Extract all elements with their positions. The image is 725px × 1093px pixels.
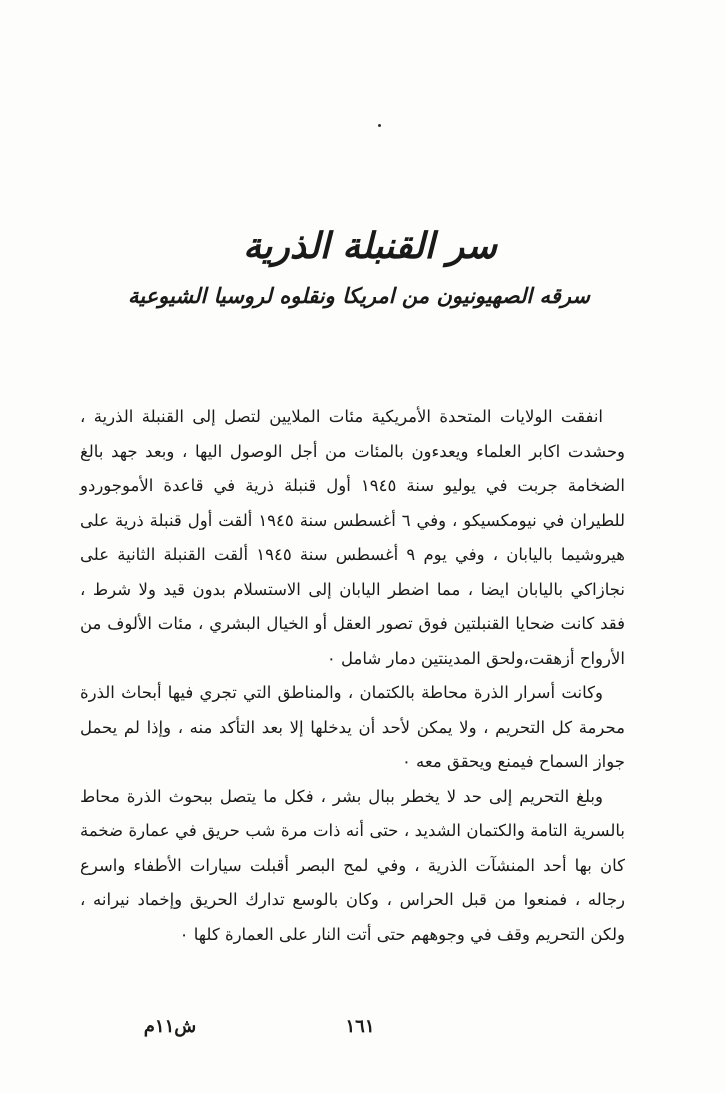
chapter-subtitle: سرقه الصهيونيون من امريكا ونقلوه لروسيا الشيوعية (128, 283, 590, 308)
page-number: ١٦١ (345, 1016, 375, 1037)
chapter-title: سر القنبلة الذرية (243, 225, 497, 267)
paragraph-1: انفقت الولايات المتحدة الأمريكية مئات الملايين لتصل إلى القنبلة الذرية ، وحشدت اكابر العلماء ويعدءون بالمئات من أجل الوصول اليها ، وبعد جهد بالغ الضخامة جربت في يوليو سنة ١٩٤٥ أول قنبلة ذرية في قاعدة الأموجوردو للطيران في نيومكسيكو ، وفي ٦ أغسطس سنة ١٩٤٥ ألقت أول قنبلة ذرية على هيروشيما باليابان ، وفي يوم ٩ أغسطس سنة ١٩٤٥ ألقت القنبلة الثانية على نجازاكي باليابان ايضا ، مما اضطر اليابان إلى الاستسلام بدون قيد ولا شرط ، فقد كانت ضحايا القنبلتين فوق تصور العقل أو الخيال البشري ، مئات الألوف من الأرواح أزهقت،ولحق المدينتين دمار شامل ٠ (80, 407, 625, 668)
body-text (80, 400, 625, 952)
printer-signature: ش١١م (143, 1016, 197, 1037)
paragraph-3: وبلغ التحريم إلى حد لا يخطر ببال بشر ، فكل ما يتصل ببحوث الذرة محاط بالسرية التامة والكتمان الشديد ، حتى أنه ذات مرة شب حريق في عمارة ضخمة كان بها أحد المنشآت الذرية ، وفي لمح البصر أقبلت سيارات الأطفاء واسرع رجاله ، فمنعوا من قبل الحراس ، وكان بالوسع تدارك الحريق وإخماد نيرانه ، ولكن التحريم وقف في وجوههم حتى أتت النار على العمارة كلها ٠ (80, 786, 625, 944)
print-speck (378, 124, 381, 127)
paragraph-2: وكانت أسرار الذرة محاطة بالكتمان ، والمناطق التي تجري فيها أبحاث الذرة محرمة كل التحريم ، ولا يمكن لأحد أن يدخلها إلا بعد التأكد منه ، وإذا لم يحمل جواز السماح فيمنع ويحقق معه ٠ (80, 683, 625, 771)
